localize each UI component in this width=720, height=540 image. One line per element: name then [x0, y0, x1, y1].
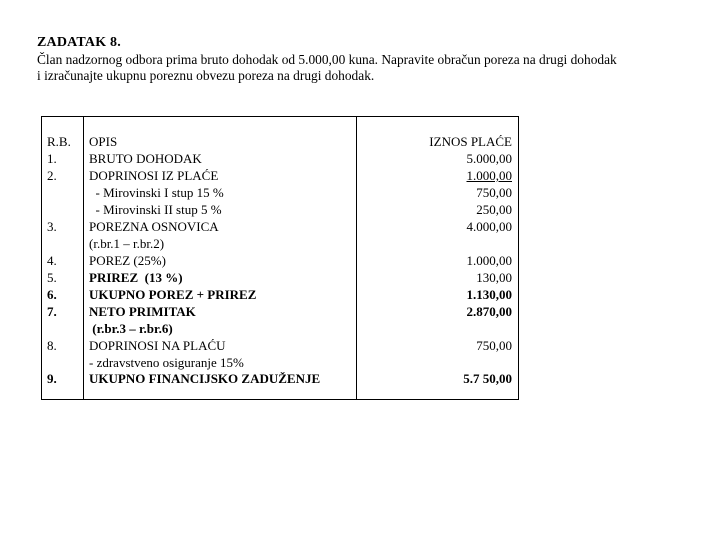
row-amount: 4.000,00 — [466, 219, 512, 234]
row-amount: 5.7 50,00 — [463, 371, 512, 386]
row-description: (r.br.3 – r.br.6) — [89, 321, 173, 336]
row-description: - zdravstveno osiguranje 15% — [89, 355, 244, 370]
row-amount: 5.000,00 — [466, 151, 512, 166]
table-row — [42, 201, 518, 218]
table-row — [42, 218, 518, 235]
row-number: 7. — [47, 304, 57, 319]
header-opis: OPIS — [89, 134, 118, 149]
row-description: BRUTO DOHODAK — [89, 151, 202, 166]
row-description: UKUPNO FINANCIJSKO ZADUŽENJE — [89, 371, 321, 386]
task-line-1: Član nadzornog odbora prima bruto dohodak od 5.000,00 kuna. Napravite obračun poreza na drugi dohodak — [37, 52, 617, 67]
table-row — [42, 252, 518, 269]
row-description: UKUPNO POREZ + PRIREZ — [89, 287, 257, 302]
row-number: 5. — [47, 270, 57, 285]
row-amount: 1.130,00 — [466, 287, 512, 302]
table-row — [42, 286, 518, 303]
table-row — [42, 269, 518, 286]
row-description: - Mirovinski I stup 15 % — [89, 185, 224, 200]
row-number: 6. — [47, 287, 57, 302]
row-description: (r.br.1 – r.br.2) — [89, 236, 165, 251]
row-amount: 750,00 — [476, 185, 512, 200]
row-description: DOPRINOSI IZ PLAĆE — [89, 168, 219, 183]
row-amount: 2.870,00 — [466, 304, 512, 319]
table-row — [42, 184, 518, 201]
row-number: 4. — [47, 253, 57, 268]
table-row — [42, 337, 518, 354]
row-amount: 250,00 — [476, 202, 512, 217]
table-row — [42, 370, 518, 387]
row-number: 1. — [47, 151, 57, 166]
table-row — [42, 354, 518, 371]
row-number: 9. — [47, 371, 57, 386]
row-number: 3. — [47, 219, 57, 234]
table-row — [42, 303, 518, 320]
row-number: 8. — [47, 338, 57, 353]
row-description: POREZ (25%) — [89, 253, 166, 268]
table-row — [42, 235, 518, 252]
row-number: 2. — [47, 168, 57, 183]
calculation-table — [41, 116, 519, 400]
task-text — [37, 52, 697, 84]
row-amount: 1.000,00 — [466, 253, 512, 268]
table-row — [42, 167, 518, 184]
row-description: - Mirovinski II stup 5 % — [89, 202, 222, 217]
row-description: NETO PRIMITAK — [89, 304, 196, 319]
header-rb: R.B. — [47, 134, 71, 149]
row-amount: 1.000,00 — [466, 168, 512, 183]
table-row — [42, 150, 518, 167]
task-line-2: i izračunajte ukupnu poreznu obvezu poreza na drugi dohodak. — [37, 68, 375, 83]
row-amount: 130,00 — [476, 270, 512, 285]
header-iznos: IZNOS PLAĆE — [429, 134, 512, 149]
table-row — [42, 320, 518, 337]
row-amount: 750,00 — [476, 338, 512, 353]
table-header-row — [42, 133, 518, 150]
task-title: ZADATAK 8. — [37, 35, 121, 50]
row-description: DOPRINOSI NA PLAĆU — [89, 338, 226, 353]
row-description: PRIREZ (13 %) — [89, 270, 183, 285]
row-description: POREZNA OSNOVICA — [89, 219, 219, 234]
